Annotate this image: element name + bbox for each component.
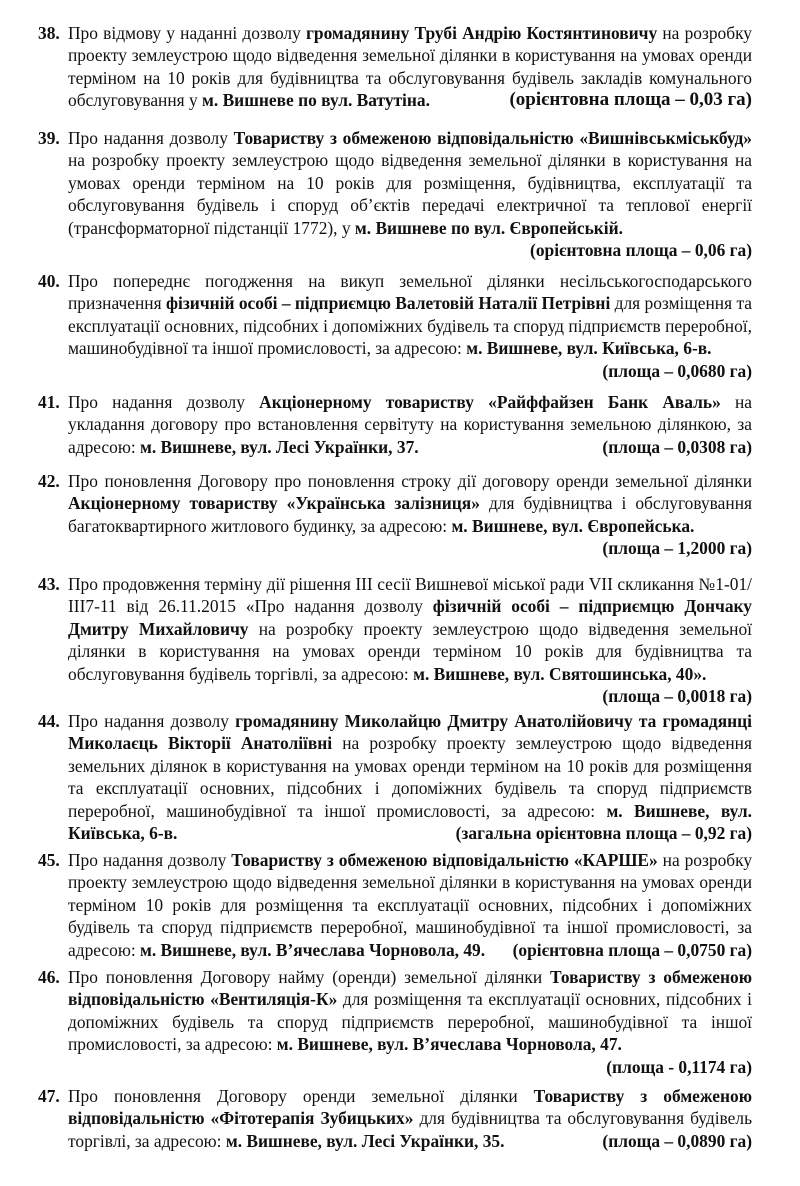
item-text: Про поновлення Договору про поновлення строку дії договору оренди земельної ділянки Акціонерному товариству «Українська залізниця» для будівництва і обслуговування багатоквартирного житлового будинку, за адресою: м. Вишневе, вул. Європейська. (площа – 1,2000 га)	[68, 471, 752, 559]
item-number: 40.	[38, 271, 60, 291]
area-label: (площа - 0,1174 га)	[606, 1056, 752, 1077]
item-text: Про надання дозволу громадянину Миколайцю Дмитру Анатолійовичу та громадянці Миколаєць Вікторії Анатоліївні на розробку проекту землеустрою щодо відведення земельних ділянок в користування на умовах оренди терміном на 10 років для розміщення та експлуатації основних, підсобних і допоміжних будівель та споруд підприємств переробної, машинобудівної та іншої промисловості, за адресою: м. Вишневе, вул. Київська, 6-в. (загальна орієнтовна площа – 0,92 га)	[68, 711, 752, 844]
decision-item-43	[38, 573, 752, 707]
decision-item-40	[38, 270, 752, 382]
decision-item-45	[38, 849, 752, 961]
item-text: Про поновлення Договору найму (оренди) земельної ділянки Товариству з обмеженою відповідальністю «Вентиляція-К» для розміщення та експлуатації основних, підсобних і допоміжних будівель та споруд підприємств переробної, машинобудівної та іншої промисловості, за адресою: м. Вишневе, вул. В’ячеслава Чорновола, 47. (площа - 0,1174 га)	[68, 967, 752, 1077]
decision-item-47	[38, 1085, 752, 1152]
area-label: (орієнтовна площа – 0,06 га)	[530, 240, 752, 261]
decision-item-42	[38, 470, 752, 560]
item-text: Про надання дозволу Акціонерному товариству «Райффайзен Банк Аваль» на укладання договору про встановлення сервітуту на користування земельною ділянкою, за адресою: м. Вишневе, вул. Лесі Українки, 37. (площа – 0,0308 га)	[68, 392, 753, 457]
item-text: Про поновлення Договору оренди земельної ділянки Товариству з обмеженою відповідальністю «Фітотерапія Зубицьких» для будівництва та обслуговування будівель торгівлі, за адресою: м. Вишневе, вул. Лесі Українки, 35. (площа – 0,0890 га)	[68, 1086, 752, 1151]
item-text: Про надання дозволу Товариству з обмеженою відповідальністю «КАРШЕ» на розробку проекту землеустрою щодо відведення земельної ділянки в користування на умовах оренди терміном 10 років для розміщення та експлуатації основних, підсобних і допоміжних будівель та споруд підприємств переробної, машинобудівної та іншої промисловості, за адресою: м. Вишневе, вул. В’ячеслава Чорновола, 49. (орієнтовна площа – 0,0750 га)	[68, 850, 753, 960]
area-label: (орієнтовна площа – 0,03 га)	[509, 89, 752, 111]
item-text: Про надання дозволу Товариству з обмеженою відповідальністю «Вишнівськміськбуд» на розробку проекту землеустрою щодо відведення земельної ділянки в користування на умовах оренди терміном на 10 років для розміщення, будівництва, експлуатації та обслуговування будівель і споруд об’єктів передачі електричної та теплової енергії (трансформаторної підстанції 1772), у м. Вишневе по вул. Європейській. (орієнтовна площа – 0,06 га)	[68, 128, 753, 261]
area-label: (площа – 0,0890 га)	[602, 1130, 752, 1151]
decision-item-46	[38, 966, 752, 1078]
item-text: Про продовження терміну дії рішення ІІІ сесії Вишневої міської ради VII скликання №1-01/ІІІ7-11 від 26.11.2015 «Про надання дозволу фізичній особі – підприємцю Дончаку Дмитру Михайловичу на розробку проекту землеустрою щодо відведення земельної ділянки в користування на умовах оренди терміном 10 років для будівництва та обслуговування будівель торгівлі, за адресою: м. Вишневе, вул. Святошинська, 40». (площа – 0,0018 га)	[68, 574, 752, 707]
item-number: 42.	[38, 471, 60, 491]
item-number: 46.	[38, 967, 60, 987]
item-number: 47.	[38, 1086, 60, 1106]
area-label: (площа – 0,0018 га)	[602, 686, 752, 707]
area-label: (загальна орієнтовна площа – 0,92 га)	[455, 823, 752, 844]
area-label: (площа – 0,0680 га)	[602, 360, 752, 381]
item-text: Про попереднє погодження на викуп земельної ділянки несільськогосподарського призначення фізичній особі – підприємцю Валетовій Наталії Петрівні для розміщення та експлуатації основних, підсобних і допоміжних будівель та споруд підприємств переробної, машинобудівної та іншої промисловості, за адресою: м. Вишневе, вул. Київська, 6-в. (площа – 0,0680 га)	[68, 271, 752, 381]
item-text: Про відмову у наданні дозволу громадянину Трубі Андрію Костянтиновичу на розробку проекту землеустрою щодо відведення земельної ділянки в користування на умовах оренди терміном на 10 років для будівництва та обслуговування будівель закладів комунального обслуговування у м. Вишневе по вул. Ватутіна. (орієнтовна площа – 0,03 га)	[68, 23, 753, 111]
item-number: 43.	[38, 574, 60, 594]
item-number: 39.	[38, 128, 60, 148]
item-number: 44.	[38, 711, 60, 731]
decision-item-39	[38, 127, 752, 261]
decision-item-38	[38, 22, 752, 112]
item-number: 45.	[38, 850, 60, 870]
item-number: 38.	[38, 23, 60, 43]
area-label: (площа – 1,2000 га)	[602, 538, 752, 559]
decision-item-41	[38, 391, 752, 458]
area-label: (площа – 0,0308 га)	[602, 436, 752, 457]
decision-item-44	[38, 710, 752, 844]
item-number: 41.	[38, 392, 60, 412]
area-label: (орієнтовна площа – 0,0750 га)	[512, 939, 752, 960]
